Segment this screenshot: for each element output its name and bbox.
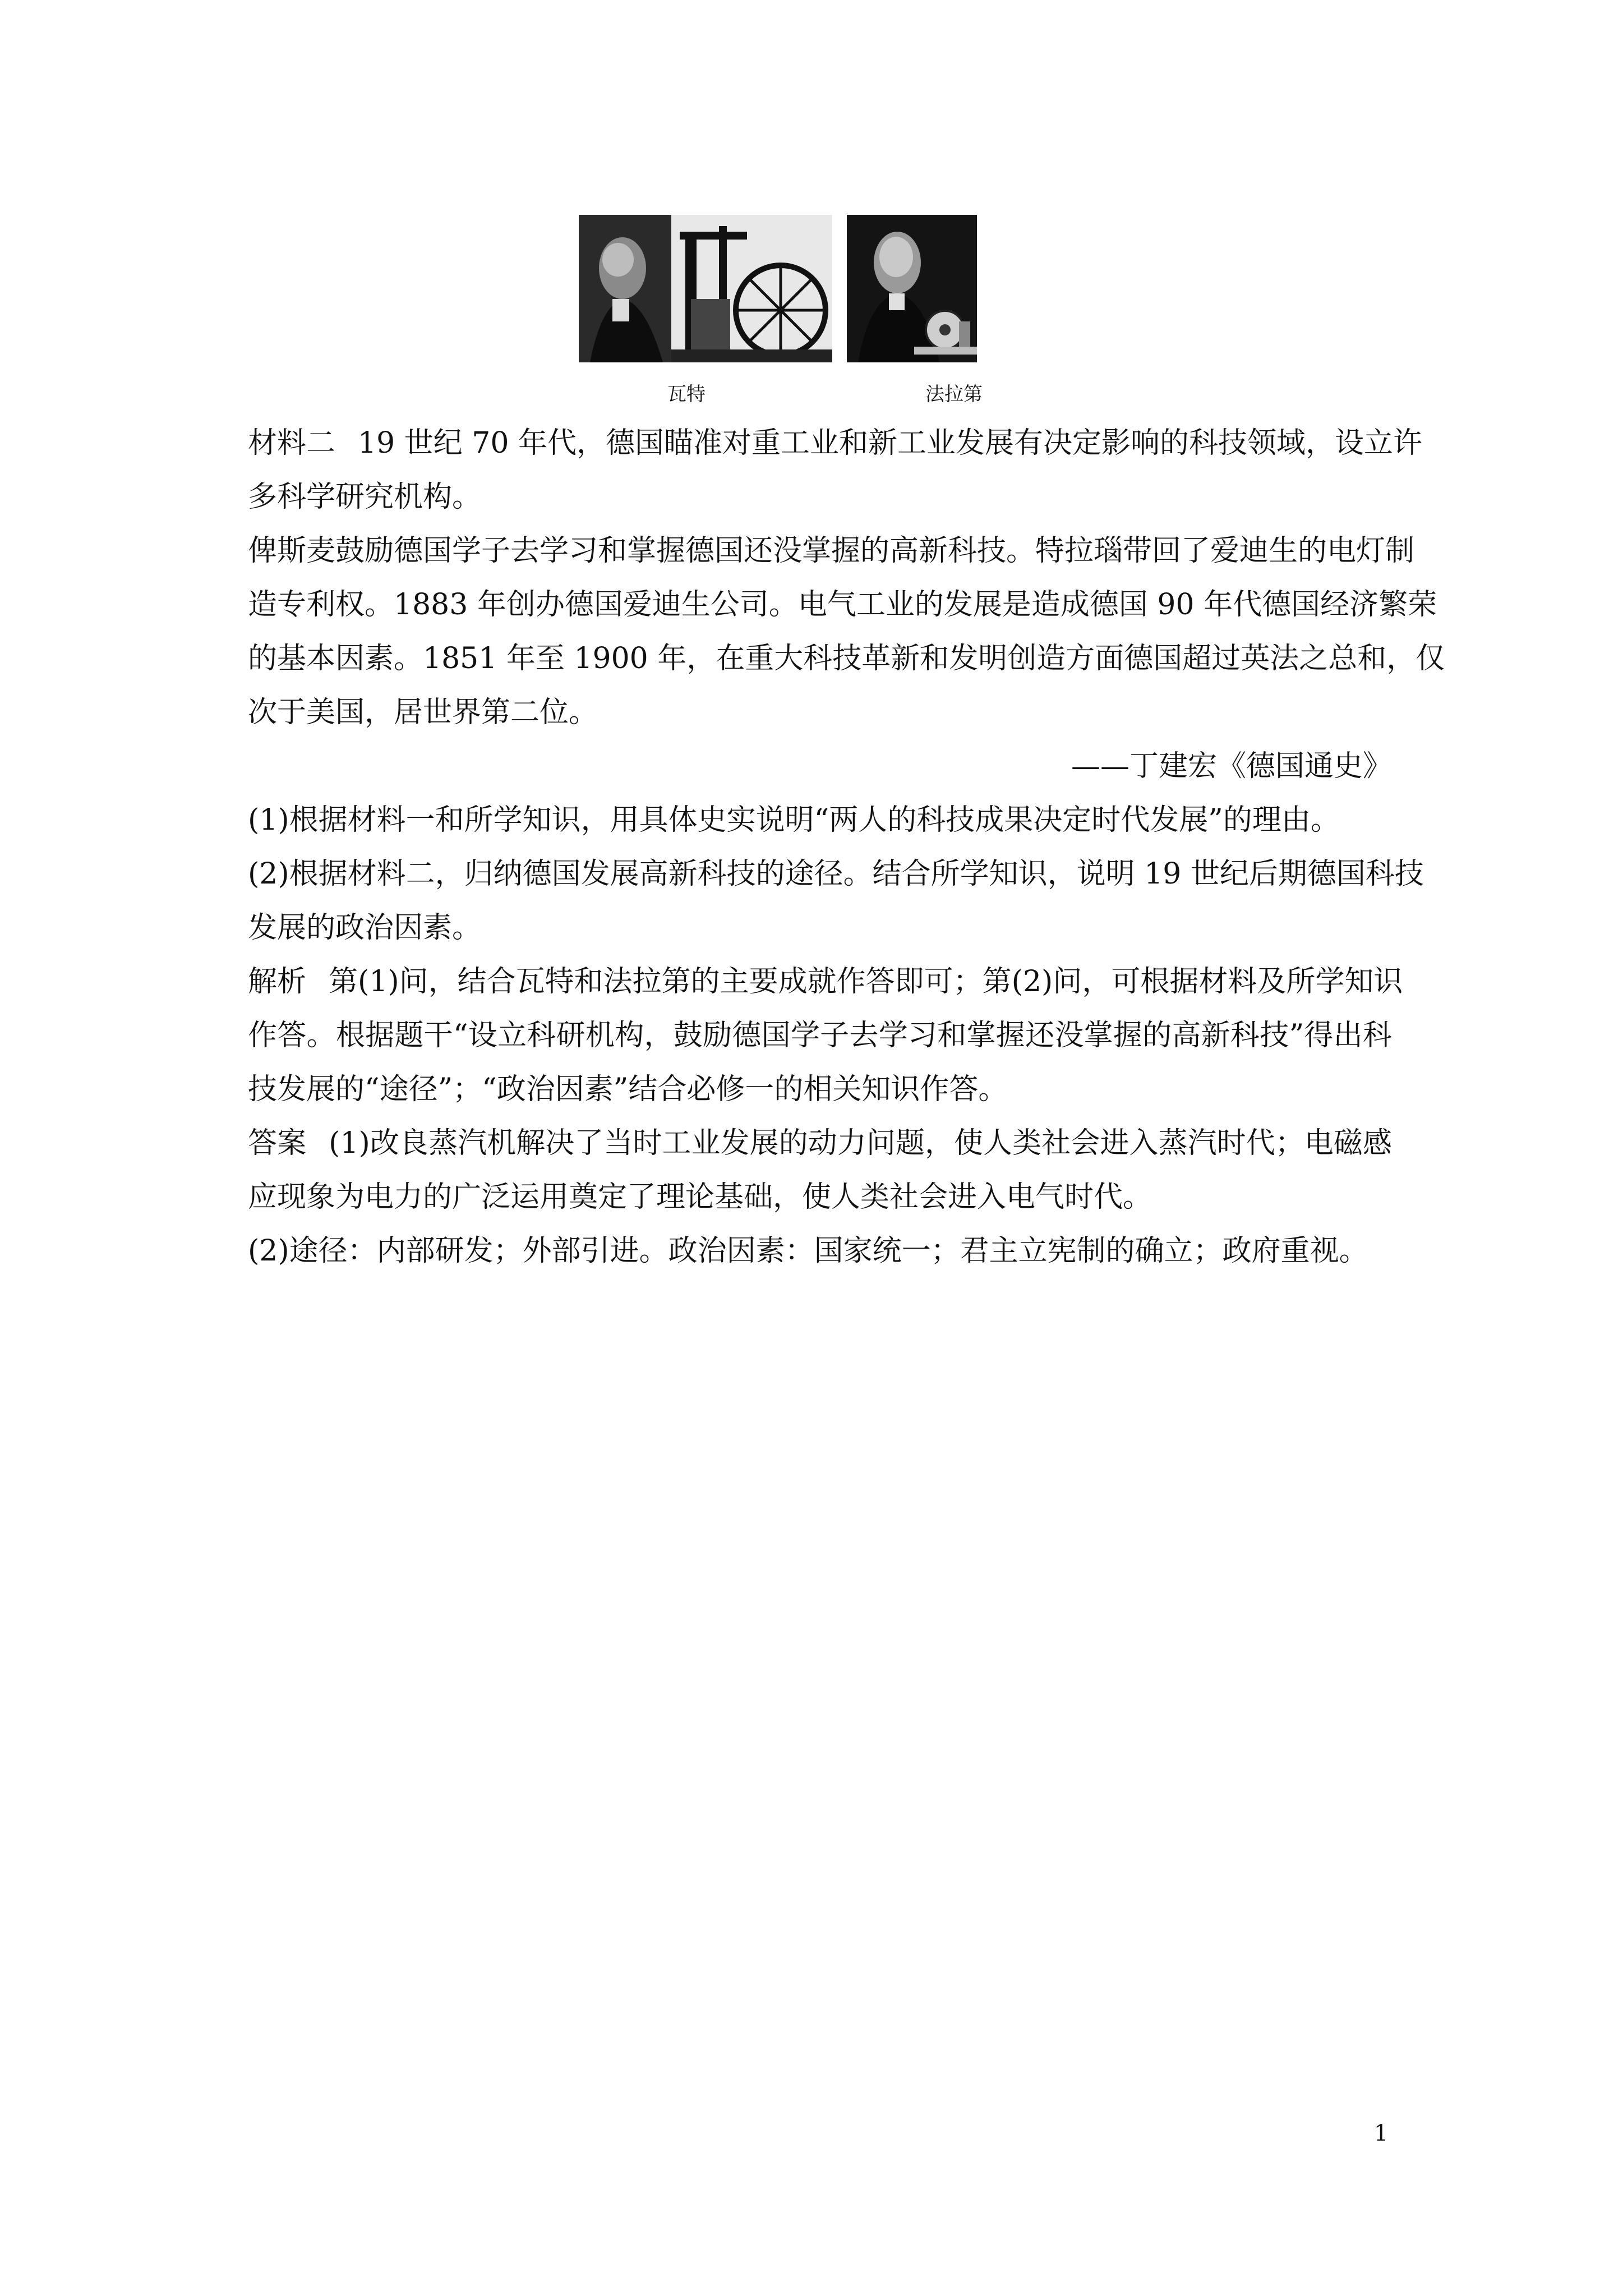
watt-caption: 瓦特: [667, 383, 706, 406]
faraday-portrait-image: [847, 215, 977, 362]
answer-line-3: (2)途径：内部研发；外部引进。政治因素：国家统一；君主立宪制的确立；政府重视。: [248, 1234, 1368, 1268]
material-two-line-5: 的基本因素。1851 年至 1900 年，在重大科技革新和发明创造方面德国超过英法之总和，仅: [248, 642, 1445, 675]
material-two-line-6: 次于美国，居世界第二位。: [248, 696, 598, 729]
material-two-line-3: 俾斯麦鼓励德国学子去学习和掌握德国还没掌握的高新科技。特拉瑙带回了爱迪生的电灯制: [248, 534, 1415, 568]
answer-line-2: 应现象为电力的广泛运用奠定了理论基础，使人类社会进入电气时代。: [248, 1180, 1152, 1214]
question-1: (1)根据材料一和所学知识，用具体史实说明“两人的科技成果决定时代发展”的理由。: [248, 803, 1340, 837]
analysis-line-2: 作答。根据题干“设立科研机构，鼓励德国学子去学习和掌握还没掌握的高新科技”得出科: [248, 1019, 1392, 1052]
page-number: 1: [1374, 2120, 1389, 2146]
material-two-line-1: 材料二 19 世纪 70 年代，德国瞄准对重工业和新工业发展有决定影响的科技领域，设立许: [248, 426, 1422, 460]
material-two-line-2: 多科学研究机构。: [248, 480, 482, 514]
watt-steam-engine-illustration: [579, 215, 832, 362]
material-two-section: [248, 416, 1445, 1278]
source-citation: ——丁建宏《德国通史》: [1071, 749, 1392, 783]
analysis-label: 解析: [248, 965, 307, 999]
question-2-line-1: (2)根据材料二，归纳德国发展高新科技的途径。结合所学知识，说明 19 世纪后期德国科技: [248, 857, 1424, 891]
analysis-line-3: 技发展的“途径”；“政治因素”结合必修一的相关知识作答。: [248, 1073, 1008, 1106]
answer-label: 答案: [248, 1126, 307, 1160]
faraday-caption: 法拉第: [925, 383, 983, 406]
question-2-line-2: 发展的政治因素。: [248, 911, 482, 945]
faraday-generator-illustration: [847, 215, 977, 362]
material-two-line-4: 造专利权。1883 年创办德国爱迪生公司。电气工业的发展是造成德国 90 年代德国经济繁荣: [248, 588, 1437, 622]
analysis-line-1: 解析 第(1)问，结合瓦特和法拉第的主要成就作答即可；第(2)问，可根据材料及所学知识: [248, 965, 1403, 999]
watt-portrait-image: [579, 215, 832, 362]
material-two-label: 材料二: [248, 426, 336, 460]
answer-line-1: 答案 (1)改良蒸汽机解决了当时工业发展的动力问题，使人类社会进入蒸汽时代；电磁感: [248, 1126, 1392, 1160]
